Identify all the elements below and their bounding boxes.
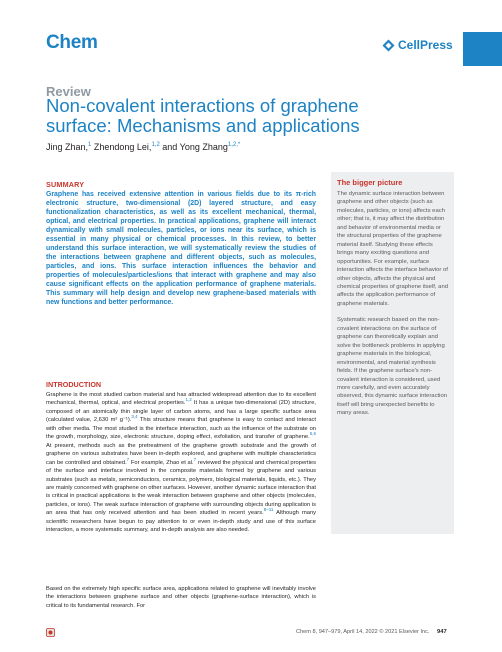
text-segment: For example, Zhao et al. (129, 459, 194, 466)
article-title: Non-covalent interactions of graphene surface: Mechanisms and applications (46, 95, 360, 136)
author-affiliation[interactable]: 1,2,* (227, 142, 241, 148)
article-type: Review (46, 84, 91, 99)
footer-citation: Chem 8, 947–979, April 14, 2022 © 2021 Elsevier Inc. (296, 629, 430, 635)
citation-ref[interactable]: 8–11 (263, 507, 274, 513)
publisher-logo (382, 38, 453, 52)
text-segment: reviewed the physical and chemical properties of the surface and interface involved in the composite materials formed by graphene and various substrates (such as metals, semiconductors, ceramics, polymers, biological materials, liquids, etc.). They are mainly concerned with graphene on other surfaces. However, another dynamic surface interaction that is critical in practical applications is the weak interaction between graphene and other objects (molecules, particles, or ions). The weak surface interaction of graphene with surrounding objects during application is an area that has only received attention and has been studied in recent years. (46, 459, 317, 517)
author-name: and Yong Zhang (162, 142, 228, 152)
summary-text: Graphene has received extensive attention in various fields due to its π-rich electronic structure, two-dimensional (2D) layered structure, and easy functionalization characteristics, as well as its excellent mechanical, thermal, optical, and electrical properties. In practical applications, graphene will interact dynamically with small molecules, particles, or ions near its surface, which is essential in many physical or chemical processes. In this review, to better understand this surface interaction, we will systematically review the studies of the interactions between graphene and different objects, such as molecules, particles, and ions. This surface interaction influences the behavior and properties of molecules/particles/ions that interact with graphene and may also cause significant effects on the application performance of graphene materials. This summary will help design and develop new graphene-based materials with new functions and better performance. (46, 191, 316, 306)
text-segment: At present, methods such as the pretreatment of the graphene growth substrate and the growth of graphene on various substrates have been in-depth explored, and graphene with multiple characteristics can be controlled and obtained. (46, 442, 316, 466)
author-affiliation[interactable]: 1,2 (151, 142, 160, 148)
introduction-paragraph-2: Based on the extremely high specific surface area, applications related to graphene will inevitably involve the interactions between graphene surface and other objects (graphene-surface interaction), which is critical to its fundamental research. For (46, 586, 316, 609)
page-number: 947 (437, 629, 447, 635)
text-segment: Although many scientific researchers have begun to pay attention to or even in-depth study and use of this surface interaction, a more systematic summary, and in-depth analysis are also needed. (46, 510, 317, 534)
introduction-paragraph (46, 391, 316, 535)
citation-ref[interactable]: 3,4 (131, 414, 138, 420)
citation-ref[interactable]: 7 (126, 456, 130, 462)
text-segment: This structure means that graphene is easy to contact and interact with other media. The most studied is the interface interaction, such as the influence of the substrate on the growth, morphology, size, electronic structure, doping effect, exfoliation, and transfer of graphene. (46, 417, 317, 441)
author-affiliation[interactable]: 1 (88, 142, 92, 148)
text-segment: It has a unique two-dimensional (2D) structure, composed of an atomically thin single layer of carbon atoms, and has a large specific surface area (calculated value, 2,630 m² g⁻¹). (46, 400, 316, 424)
author-name: Zhendong Lei, (93, 142, 152, 152)
cellpress-logo-icon (382, 39, 395, 52)
author-list (46, 142, 240, 152)
publisher-name: CellPress (398, 38, 453, 52)
bigger-picture-paragraph: Systematic research based on the non-covalent interactions on the surface of graphene can theoretically explain and solve the bottleneck problems in applying graphene materials in the biological, environmental, and material synthesis fields. If the graphene surface's non-covalent interaction is considered, used more carefully, and even accurately observed, this dynamic surface interaction itself will bring unexpected benefits to many areas. (337, 317, 448, 417)
summary-heading: SUMMARY (46, 180, 85, 189)
bigger-picture-text (337, 190, 449, 426)
journal-name: Chem (46, 32, 98, 53)
citation-ref[interactable]: 5,6 (309, 431, 316, 437)
bigger-picture-heading: The bigger picture (337, 178, 403, 187)
introduction-heading: INTRODUCTION (46, 380, 102, 389)
citation-ref[interactable]: 7 (193, 456, 197, 462)
author-name: Jing Zhan, (46, 142, 89, 152)
header-color-tab (463, 32, 502, 66)
text-segment: Graphene is the most studied carbon material and has attracted widespread attention due to its excellent mechanical, thermal, optical, and electrical properties. (46, 392, 316, 407)
bigger-picture-paragraph: The dynamic surface interaction between graphene and other objects (such as molecules, particles, or ions) affects each other; that is, it may affect the distribution and behavior of environmental media or the structural properties of the graphene material itself. Studying these effects brings many exciting questions and opportunities. For example, surface interaction affects the interface behavior of other objects, affects the physical and chemical properties of graphene itself, and affects the application performance of graphene materials. (337, 191, 449, 307)
citation-ref[interactable]: 1,2 (185, 397, 192, 403)
open-access-icon[interactable] (46, 628, 55, 637)
